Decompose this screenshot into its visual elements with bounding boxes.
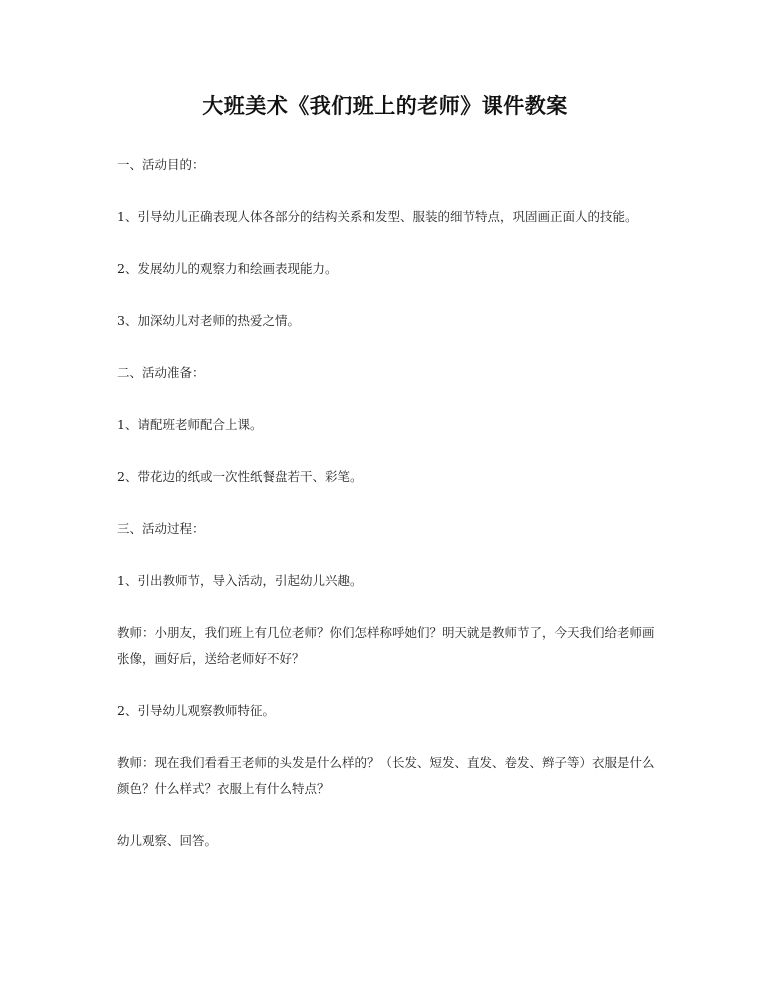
section-heading-goals: 一、活动目的：	[117, 157, 205, 172]
goal-item-3: 3、加深幼儿对老师的热爱之情。	[117, 313, 300, 328]
paragraph-gap	[117, 802, 657, 828]
goal-item-2: 2、发展幼儿的观察力和绘画表现能力。	[117, 261, 338, 276]
paragraph-gap	[117, 178, 657, 204]
paragraph-gap	[117, 490, 657, 516]
preparation-item-2: 2、带花边的纸或一次性纸餐盘若干、彩笔。	[117, 469, 363, 484]
paragraph-gap	[117, 542, 657, 568]
paragraph-gap	[117, 438, 657, 464]
process-step-2: 2、引导幼儿观察教师特征。	[117, 703, 275, 718]
paragraph-gap	[117, 334, 657, 360]
paragraph-gap	[117, 724, 657, 750]
section-heading-process: 三、活动过程：	[117, 521, 205, 536]
document-body	[117, 152, 657, 854]
paragraph-gap	[117, 672, 657, 698]
paragraph-gap	[117, 230, 657, 256]
teacher-dialogue-1: 教师：小朋友，我们班上有几位老师？你们怎样称呼她们？明天就是教师节了，今天我们给老师画张像，画好后，送给老师好不好？	[117, 625, 655, 666]
process-step-1: 1、引出教师节，导入活动，引起幼儿兴趣。	[117, 573, 363, 588]
children-response: 幼儿观察、回答。	[117, 833, 218, 848]
teacher-dialogue-2: 教师：现在我们看看王老师的头发是什么样的？（长发、短发、直发、卷发、辫子等）衣服是什么颜色？什么样式？衣服上有什么特点？	[117, 755, 655, 796]
paragraph-gap	[117, 386, 657, 412]
paragraph-gap	[117, 282, 657, 308]
preparation-item-1: 1、请配班老师配合上课。	[117, 417, 263, 432]
document-title: 大班美术《我们班上的老师》课件教案	[202, 93, 568, 118]
goal-item-1: 1、引导幼儿正确表现人体各部分的结构关系和发型、服装的细节特点，巩固画正面人的技能。	[117, 209, 638, 224]
section-heading-preparation: 二、活动准备：	[117, 365, 205, 380]
paragraph-gap	[117, 594, 657, 620]
